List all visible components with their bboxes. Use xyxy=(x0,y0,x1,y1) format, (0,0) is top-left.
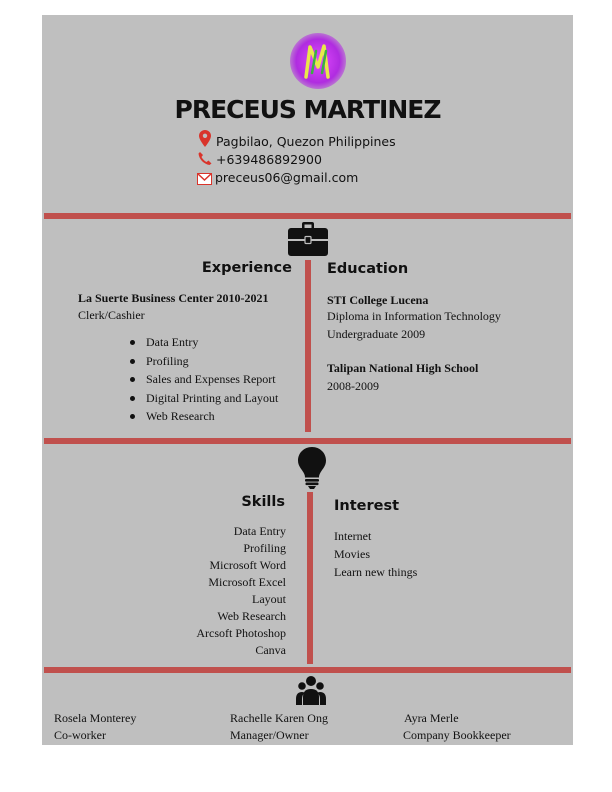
experience-task-list xyxy=(130,333,278,426)
experience-company: La Suerte Business Center 2010-2021 xyxy=(78,291,269,305)
list-item: Learn new things xyxy=(334,565,418,579)
list-item: Sales and Expenses Report xyxy=(130,370,278,389)
list-item: Data Entry xyxy=(130,333,278,352)
skills-list xyxy=(196,523,286,659)
section-center-line xyxy=(307,492,313,664)
list-item: Internet xyxy=(334,529,372,543)
experience-heading: Experience xyxy=(201,260,292,276)
section-divider xyxy=(44,438,571,444)
list-item: Web Research xyxy=(217,609,286,623)
skills-heading: Skills xyxy=(241,494,285,510)
resume-page xyxy=(42,15,573,745)
mail-icon xyxy=(197,172,212,190)
briefcase-icon xyxy=(288,222,328,261)
logo-icon xyxy=(290,33,346,89)
list-item: Data Entry xyxy=(233,524,286,538)
phone-text[interactable]: +639486892900 xyxy=(216,152,322,167)
list-item: Canva xyxy=(255,643,286,657)
lightbulb-icon xyxy=(298,447,326,494)
reference-role-3: Company Bookkeeper xyxy=(403,728,511,742)
email-text[interactable]: preceus06@gmail.com xyxy=(215,170,359,185)
list-item: Microsoft Word xyxy=(209,558,286,572)
resume-name: PRECEUS MARTINEZ xyxy=(174,95,441,124)
education-detail-1b: Undergraduate 2009 xyxy=(327,327,426,341)
reference-name-2: Rachelle Karen Ong xyxy=(230,711,328,725)
section-divider xyxy=(44,213,571,219)
reference-name-1: Rosela Monterey xyxy=(54,711,137,725)
list-item: Web Research xyxy=(130,407,278,426)
location-pin-icon xyxy=(199,130,211,152)
education-detail-1a: Diploma in Information Technology xyxy=(327,309,501,323)
education-school-1: STI College Lucena xyxy=(327,293,429,307)
list-item: Microsoft Excel xyxy=(208,575,286,589)
reference-role-2: Manager/Owner xyxy=(230,728,309,742)
interest-list xyxy=(334,527,417,581)
list-item: Digital Printing and Layout xyxy=(130,389,278,408)
list-item: Layout xyxy=(252,592,286,606)
education-detail-2a: 2008-2009 xyxy=(327,379,379,393)
section-divider xyxy=(44,667,571,673)
section-center-line xyxy=(305,260,311,432)
list-item: Profiling xyxy=(130,352,278,371)
address-text: Pagbilao, Quezon Philippines xyxy=(216,134,396,149)
experience-role: Clerk/Cashier xyxy=(78,308,145,322)
education-heading: Education xyxy=(327,261,409,277)
phone-icon xyxy=(197,151,213,170)
people-icon xyxy=(296,675,326,710)
education-school-2: Talipan National High School xyxy=(327,361,479,375)
reference-role-1: Co-worker xyxy=(54,728,106,742)
interest-heading: Interest xyxy=(334,498,400,514)
reference-name-3: Ayra Merle xyxy=(404,711,459,725)
list-item: Profiling xyxy=(243,541,286,555)
list-item: Movies xyxy=(334,547,370,561)
list-item: Arcsoft Photoshop xyxy=(196,626,286,640)
